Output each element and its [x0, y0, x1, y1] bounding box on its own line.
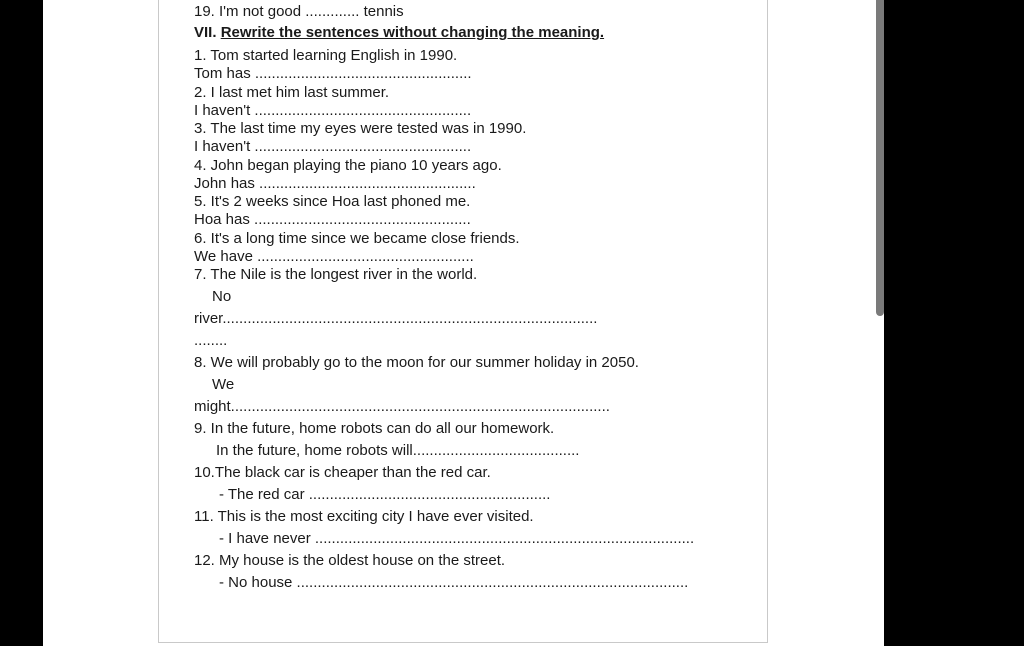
item-12-prompt: 12. My house is the oldest house on the street. — [194, 552, 506, 569]
item-7-prompt: 7. The Nile is the longest river in the world. — [194, 266, 478, 283]
item-10-prompt: 10.The black car is cheaper than the red car. — [194, 464, 491, 481]
section-label: VII. — [194, 24, 217, 41]
item-9-prompt: 9. In the future, home robots can do all our homework. — [194, 420, 555, 437]
item-5-prompt: 5. It's 2 weeks since Hoa last phoned me. — [194, 193, 471, 210]
item-6-prompt: 6. It's a long time since we became close friends. — [194, 230, 520, 247]
item-7-answer: river.......................................................................................... — [194, 310, 598, 327]
item-10-answer: - The red car .......................................................... — [219, 486, 551, 503]
item-9-answer: In the future, home robots will........................................ — [216, 442, 580, 459]
item-3-prompt: 3. The last time my eyes were tested was in 1990. — [194, 120, 527, 137]
item-8-answer-start: We — [212, 376, 235, 393]
section-title: Rewrite the sentences without changing the meaning. — [220, 24, 605, 41]
item-8-prompt: 8. We will probably go to the moon for our summer holiday in 2050. — [194, 354, 639, 371]
item-1-prompt: 1. Tom started learning English in 1990. — [194, 47, 458, 64]
item-4-prompt: 4. John began playing the piano 10 years ago. — [194, 157, 502, 174]
item-11-prompt: 11. This is the most exciting city I have ever visited. — [194, 508, 534, 525]
item-8-answer: might........................................................................................... — [194, 398, 610, 415]
item-11-answer: - I have never ........................................................................................... — [219, 530, 695, 547]
question-19: 19. I'm not good ............. tennis — [194, 3, 404, 20]
item-2-prompt: 2. I last met him last summer. — [194, 84, 390, 101]
item-6-answer: We have .................................................... — [194, 248, 474, 265]
item-3-answer: I haven't .................................................... — [194, 138, 472, 155]
item-12-answer: - No house .............................................................................................. — [219, 574, 689, 591]
section-heading — [194, 24, 604, 42]
item-2-answer: I haven't .................................................... — [194, 102, 472, 119]
item-4-answer: John has .................................................... — [194, 175, 476, 192]
item-5-answer: Hoa has .................................................... — [194, 211, 471, 228]
item-7-answer-cont: ........ — [194, 332, 228, 349]
item-1-answer: Tom has .................................................... — [194, 65, 472, 82]
item-7-answer-start: No — [212, 288, 232, 305]
